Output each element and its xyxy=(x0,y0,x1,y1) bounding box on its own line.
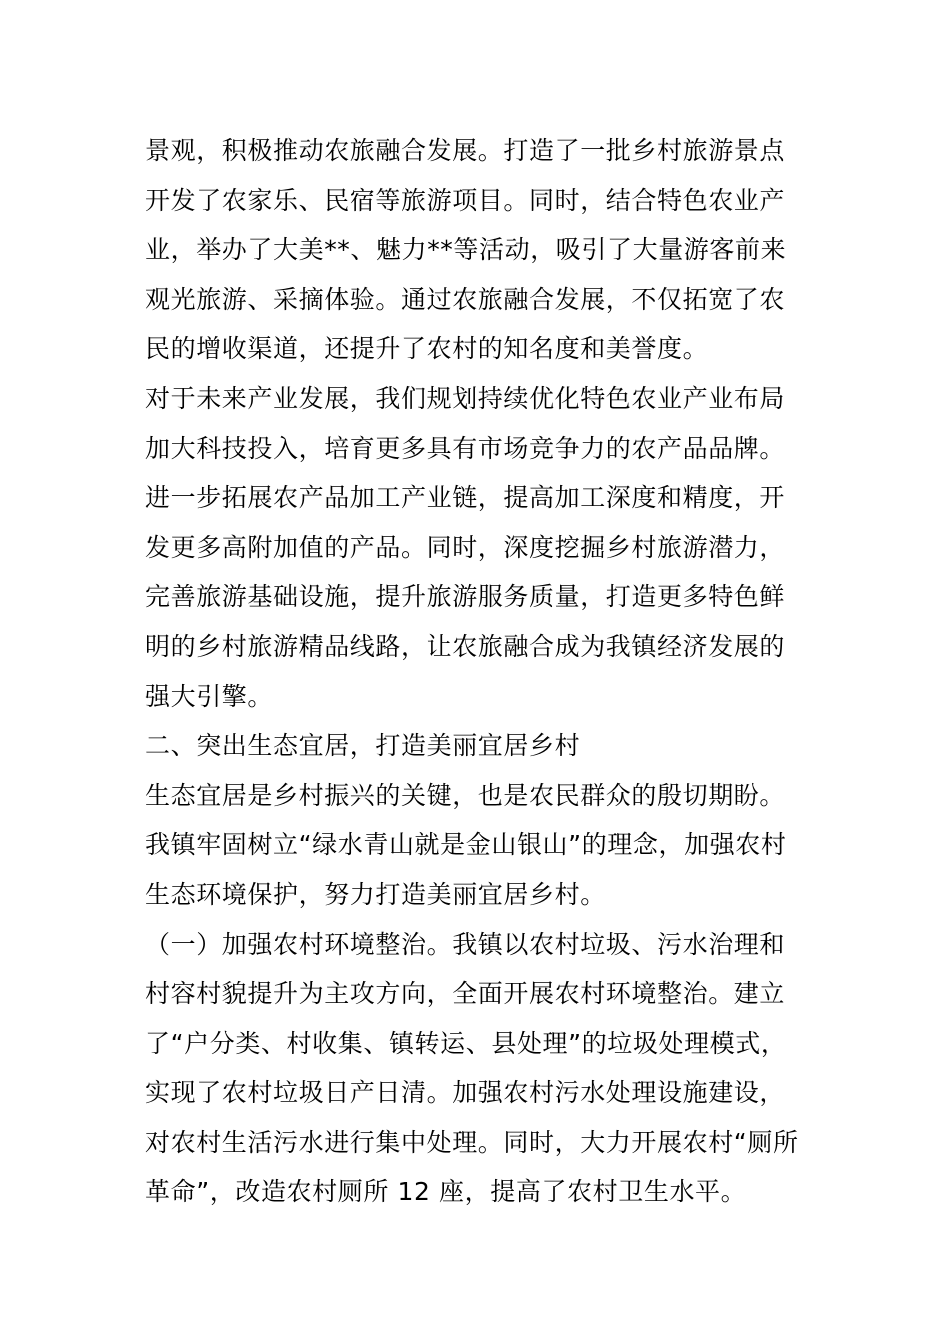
text-line-3: 业，举办了大美**、魅力**等活动，吸引了大量游客前来 xyxy=(145,235,787,265)
text-line-21: 对农村生活污水进行集中处理。同时，大力开展农村“厕所 xyxy=(145,1127,799,1157)
text-line-7: 加大科技投入，培育更多具有市场竞争力的农产品品牌。 xyxy=(145,433,786,463)
text-line-18: 村容村貌提升为主攻方向，全面开展农村环境整治。建立 xyxy=(145,979,786,1009)
text-line-6: 对于未来产业发展，我们规划持续优化特色农业产业布局 xyxy=(145,383,786,413)
text-line-14: 生态宜居是乡村振兴的关键，也是农民群众的殷切期盼。 xyxy=(145,780,786,810)
text-line-16: 生态环境保护，努力打造美丽宜居乡村。 xyxy=(145,879,606,909)
body-text xyxy=(145,126,815,1217)
text-line-10: 完善旅游基础设施，提升旅游服务质量，打造更多特色鲜 xyxy=(145,582,786,612)
text-line-12: 强大引擎。 xyxy=(145,681,274,711)
text-line-2: 开发了农家乐、民宿等旅游项目。同时，结合特色农业产 xyxy=(145,185,786,215)
text-line-11: 明的乡村旅游精品线路，让农旅融合成为我镇经济发展的 xyxy=(145,631,786,661)
text-line-17: （一）加强农村环境整治。我镇以农村垃圾、污水治理和 xyxy=(145,929,786,959)
section-heading: 二、突出生态宜居，打造美丽宜居乡村 xyxy=(145,731,581,761)
text-line-8: 进一步拓展农产品加工产业链，提高加工深度和精度，开 xyxy=(145,483,786,513)
text-line-1: 景观，积极推动农旅融合发展。打造了一批乡村旅游景点 xyxy=(145,136,786,165)
text-line-20: 实现了农村垃圾日产日清。加强农村污水处理设施建设， xyxy=(145,1078,786,1108)
text-line-19: 了“户分类、村收集、镇转运、县处理”的垃圾处理模式， xyxy=(145,1028,787,1058)
text-line-15: 我镇牢固树立“绿水青山就是金山银山”的理念，加强农村 xyxy=(145,830,787,860)
text-line-5: 民的增收渠道，还提升了农村的知名度和美誉度。 xyxy=(145,334,709,364)
text-line-4: 观光旅游、采摘体验。通过农旅融合发展，不仅拓宽了农 xyxy=(145,284,786,314)
text-line-22: 革命”，改造农村厕所 12 座，提高了农村卫生水平。 xyxy=(145,1177,747,1207)
text-line-9: 发更多高附加值的产品。同时，深度挖掘乡村旅游潜力， xyxy=(145,532,786,562)
